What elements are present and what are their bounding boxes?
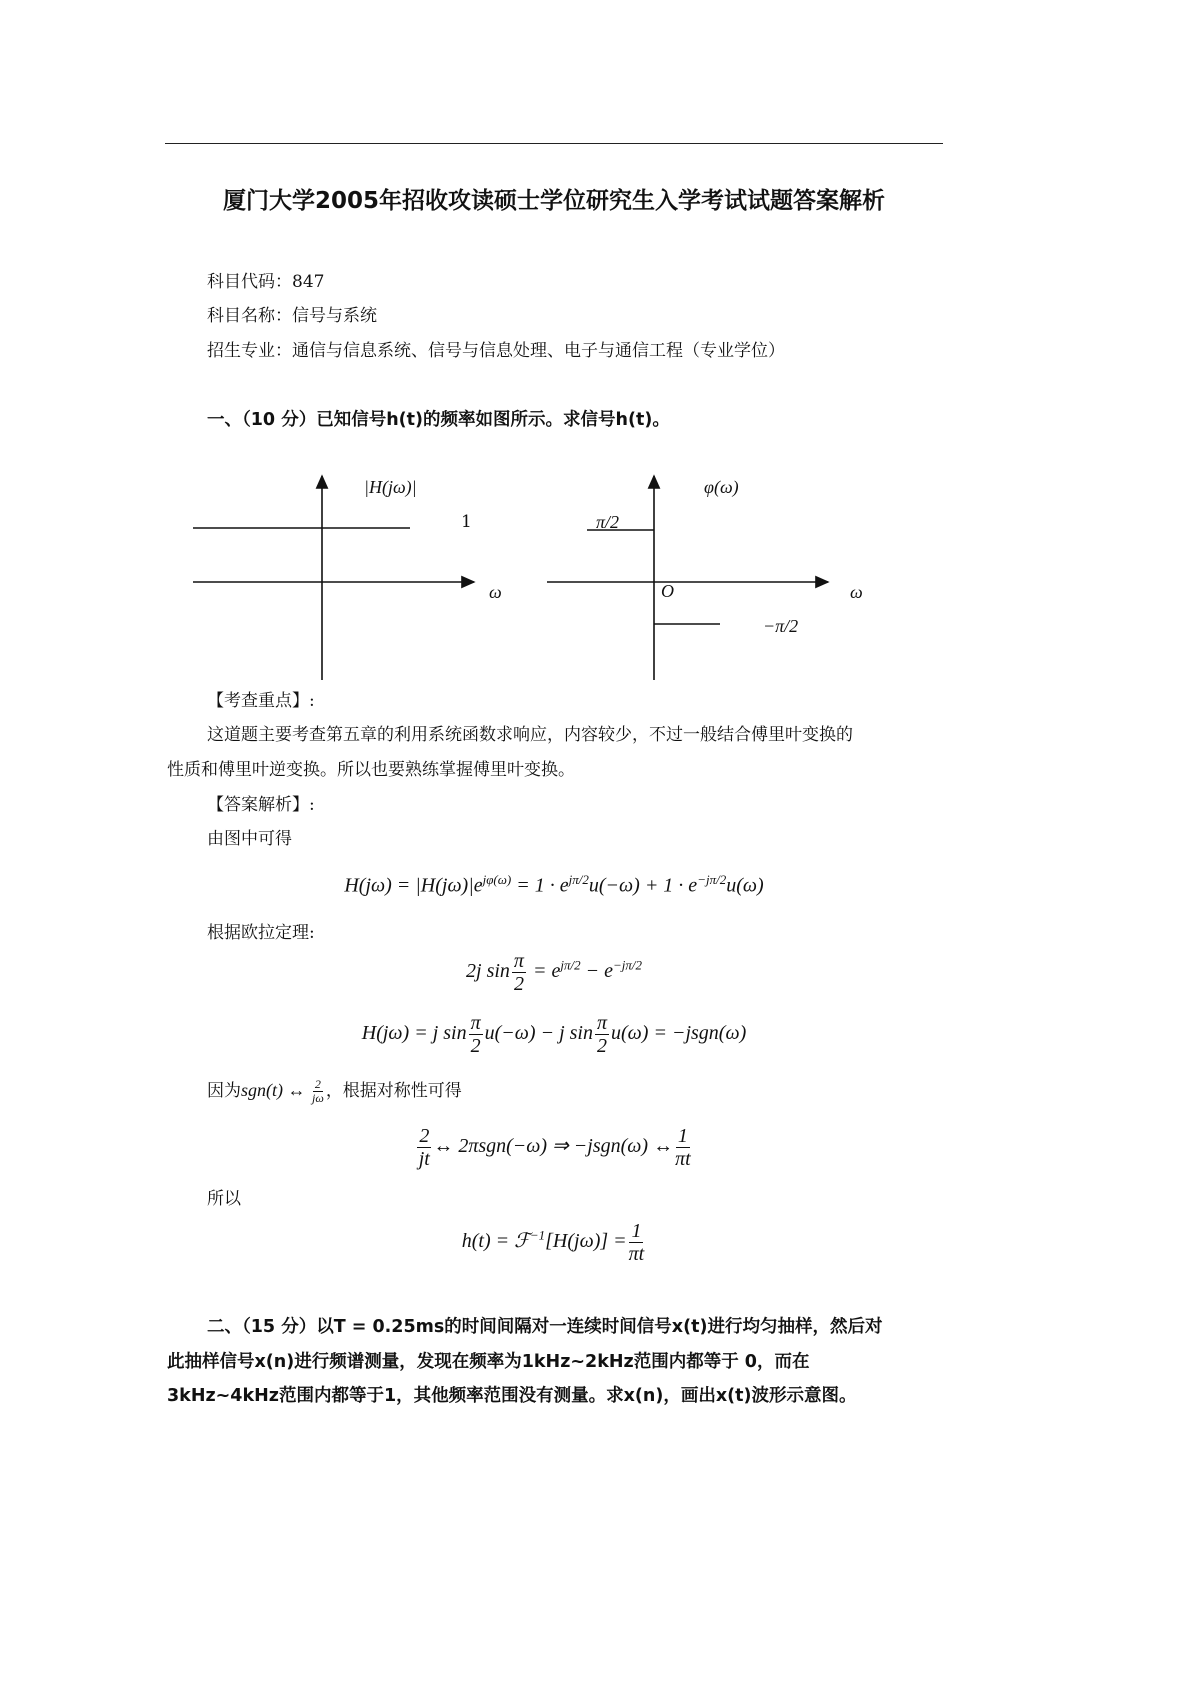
phase-bottom: −π/2	[763, 616, 799, 636]
key-points-label: 【考查重点】:	[207, 691, 315, 711]
mag-label: |H(jω)|	[364, 477, 417, 497]
equation-4: $\frac{2}{jt}$ ↔ 2πsgn(−ω) ⇒ −jsgn(ω) ↔ $\frac{1}{\pi t}$	[418, 1125, 691, 1170]
q2-line-2: 此抽样信号x(n)进行频谱测量，发现在频率为1kHz~2kHz范围内都等于 0，而在	[167, 1352, 810, 1372]
q2-line-3: 3kHz~4kHz范围内都等于1，其他频率范围没有测量。求x(n)，画出x(t)波形示意图。	[167, 1386, 857, 1406]
phase-label: φ(ω)	[704, 477, 739, 497]
equation-1: $H(j\omega) = |H(j\omega)|e^{j\varphi(\omega)} = 1 \cdot e^{j\pi/2}u(-\omega) + 1 \cdot e^{-j\pi/2}u(\omega)$	[344, 872, 764, 897]
majors: 招生专业：通信与信息系统、信号与信息处理、电子与通信工程（专业学位）	[207, 341, 785, 361]
subject-name: 科目名称：信号与系统	[207, 306, 377, 326]
phase-origin: O	[661, 581, 674, 601]
so-label: 所以	[207, 1189, 241, 1209]
equation-3: H(jω) = j sin $\frac{\pi}{2}$ u(−ω) − j sin $\frac{\pi}{2}$ u(ω) = −jsgn(ω)	[361, 1012, 747, 1057]
phase-top: π/2	[596, 512, 620, 532]
from-figure: 由图中可得	[207, 829, 292, 849]
q1-heading: 一、（10 分）已知信号h(t)的频率如图所示。求信号h(t)。	[207, 410, 670, 430]
euler-label: 根据欧拉定理:	[207, 923, 315, 943]
equation-5: h(t) = ℱ$^{-1}$[H(jω)] = $\frac{1}{\pi t}$	[461, 1220, 645, 1265]
phase-omega: ω	[850, 582, 863, 602]
because-line: 因为sgn(t) ↔ $\frac{2}{j\omega}$ ，根据对称性可得	[207, 1076, 462, 1105]
key-points-text-1: 这道题主要考查第五章的利用系统函数求响应，内容较少，不过一般结合傅里叶变换的	[207, 725, 853, 745]
mag-omega: ω	[489, 582, 502, 602]
answer-label: 【答案解析】:	[207, 795, 315, 815]
equation-2: 2j sin $\frac{\pi}{2}$ = $e^{j\pi/2} - e^{-j\pi/2}$	[466, 950, 642, 995]
q2-line-1: 二、（15 分）以T = 0.25ms的时间间隔对一连续时间信号x(t)进行均匀抽样，然后对	[207, 1317, 883, 1337]
key-points-text-2: 性质和傅里叶逆变换。所以也要熟练掌握傅里叶变换。	[167, 760, 575, 780]
subject-code: 科目代码：847	[207, 272, 325, 292]
mag-level: 1	[461, 512, 472, 532]
page-title: 厦门大学2005年招收攻读硕士学位研究生入学考试试题答案解析	[222, 188, 885, 214]
